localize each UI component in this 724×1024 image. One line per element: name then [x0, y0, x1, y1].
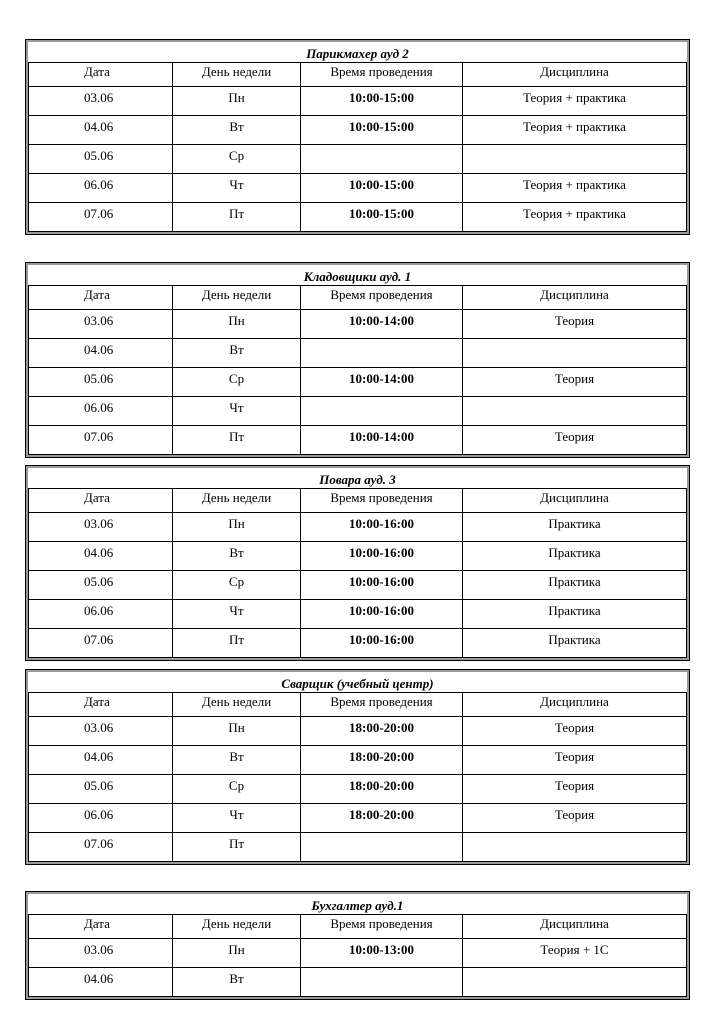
cell-discipline: Теория: [463, 426, 687, 455]
cell-day: Чт: [173, 397, 301, 426]
table-row: [29, 174, 687, 203]
header-discipline: Дисциплина: [463, 63, 687, 87]
table-row: [29, 513, 687, 542]
cell-date: 04.06: [29, 746, 173, 775]
cell-time: 10:00-15:00: [301, 203, 463, 232]
cell-time: 10:00-15:00: [301, 174, 463, 203]
cell-day: Пт: [173, 426, 301, 455]
cell-date: 07.06: [29, 203, 173, 232]
table-row: [29, 571, 687, 600]
header-time: Время проведения: [301, 489, 463, 513]
cell-discipline: Практика: [463, 542, 687, 571]
cell-date: 05.06: [29, 145, 173, 174]
header-date: Дата: [29, 693, 173, 717]
cell-day: Пн: [173, 87, 301, 116]
cell-date: 03.06: [29, 717, 173, 746]
cell-date: 04.06: [29, 542, 173, 571]
schedule-table: [28, 265, 687, 455]
cell-day: Вт: [173, 339, 301, 368]
cell-time: 10:00-16:00: [301, 629, 463, 658]
cell-day: Пн: [173, 717, 301, 746]
header-time: Время проведения: [301, 693, 463, 717]
cell-discipline: Практика: [463, 513, 687, 542]
cell-day: Чт: [173, 600, 301, 629]
cell-discipline: Теория: [463, 775, 687, 804]
cell-time: [301, 145, 463, 174]
header-date: Дата: [29, 489, 173, 513]
cell-day: Ср: [173, 145, 301, 174]
cell-discipline: Теория + 1С: [463, 939, 687, 968]
table-row: [29, 939, 687, 968]
cell-time: 10:00-13:00: [301, 939, 463, 968]
schedule-hairdresser: [25, 39, 690, 235]
cell-day: Вт: [173, 746, 301, 775]
cell-time: 10:00-15:00: [301, 87, 463, 116]
cell-date: 03.06: [29, 939, 173, 968]
table-row: [29, 717, 687, 746]
cell-time: [301, 833, 463, 862]
cell-time: [301, 968, 463, 997]
cell-day: Вт: [173, 116, 301, 145]
cell-date: 04.06: [29, 339, 173, 368]
cell-date: 06.06: [29, 397, 173, 426]
cell-day: Пт: [173, 629, 301, 658]
schedule-cooks: [25, 465, 690, 661]
header-day: День недели: [173, 286, 301, 310]
cell-discipline: Практика: [463, 571, 687, 600]
table-row: [29, 968, 687, 997]
table-row: [29, 203, 687, 232]
cell-date: 05.06: [29, 775, 173, 804]
cell-date: 04.06: [29, 968, 173, 997]
cell-date: 07.06: [29, 629, 173, 658]
cell-day: Вт: [173, 968, 301, 997]
cell-discipline: Теория + практика: [463, 87, 687, 116]
cell-time: 10:00-14:00: [301, 310, 463, 339]
schedule-accountant: [25, 891, 690, 1000]
schedule-welder: [25, 669, 690, 865]
cell-day: Чт: [173, 804, 301, 833]
header-discipline: Дисциплина: [463, 915, 687, 939]
cell-date: 06.06: [29, 174, 173, 203]
header-day: День недели: [173, 63, 301, 87]
table-row: [29, 804, 687, 833]
header-time: Время проведения: [301, 286, 463, 310]
cell-day: Пт: [173, 203, 301, 232]
cell-discipline: Теория: [463, 310, 687, 339]
cell-discipline: Теория + практика: [463, 203, 687, 232]
cell-discipline: Теория: [463, 804, 687, 833]
cell-day: Пн: [173, 310, 301, 339]
schedule-title: Кладовщики ауд. 1: [29, 265, 687, 286]
cell-time: 10:00-16:00: [301, 542, 463, 571]
header-day: День недели: [173, 693, 301, 717]
table-row: [29, 629, 687, 658]
cell-time: 18:00-20:00: [301, 775, 463, 804]
cell-date: 03.06: [29, 310, 173, 339]
schedule-title: Парикмахер ауд 2: [29, 42, 687, 63]
cell-time: [301, 339, 463, 368]
cell-date: 06.06: [29, 804, 173, 833]
table-row: [29, 833, 687, 862]
cell-date: 03.06: [29, 87, 173, 116]
cell-discipline: Теория: [463, 717, 687, 746]
cell-date: 05.06: [29, 571, 173, 600]
header-time: Время проведения: [301, 915, 463, 939]
cell-day: Ср: [173, 775, 301, 804]
header-day: День недели: [173, 489, 301, 513]
header-date: Дата: [29, 286, 173, 310]
cell-day: Ср: [173, 368, 301, 397]
table-row: [29, 746, 687, 775]
schedule-table: [28, 894, 687, 997]
schedule-table: [28, 42, 687, 232]
cell-time: 10:00-16:00: [301, 513, 463, 542]
table-row: [29, 600, 687, 629]
cell-time: 10:00-14:00: [301, 426, 463, 455]
header-day: День недели: [173, 915, 301, 939]
cell-discipline: Практика: [463, 600, 687, 629]
cell-time: [301, 397, 463, 426]
header-discipline: Дисциплина: [463, 693, 687, 717]
cell-discipline: Практика: [463, 629, 687, 658]
header-discipline: Дисциплина: [463, 286, 687, 310]
cell-date: 05.06: [29, 368, 173, 397]
schedule-title: Бухгалтер ауд.1: [29, 894, 687, 915]
cell-discipline: [463, 397, 687, 426]
schedule-table: [28, 672, 687, 862]
cell-discipline: [463, 833, 687, 862]
cell-date: 04.06: [29, 116, 173, 145]
cell-time: 18:00-20:00: [301, 804, 463, 833]
schedule-storekeepers: [25, 262, 690, 458]
table-row: [29, 397, 687, 426]
cell-discipline: [463, 339, 687, 368]
cell-discipline: Теория: [463, 368, 687, 397]
cell-time: 18:00-20:00: [301, 746, 463, 775]
cell-date: 06.06: [29, 600, 173, 629]
header-discipline: Дисциплина: [463, 489, 687, 513]
header-date: Дата: [29, 63, 173, 87]
table-row: [29, 116, 687, 145]
cell-discipline: [463, 145, 687, 174]
cell-time: 10:00-15:00: [301, 116, 463, 145]
table-row: [29, 368, 687, 397]
header-date: Дата: [29, 915, 173, 939]
cell-day: Пн: [173, 939, 301, 968]
cell-date: 07.06: [29, 426, 173, 455]
table-row: [29, 145, 687, 174]
cell-time: 10:00-16:00: [301, 600, 463, 629]
cell-date: 07.06: [29, 833, 173, 862]
cell-time: 10:00-14:00: [301, 368, 463, 397]
table-row: [29, 775, 687, 804]
cell-discipline: Теория + практика: [463, 174, 687, 203]
cell-day: Пн: [173, 513, 301, 542]
cell-discipline: Теория: [463, 746, 687, 775]
cell-time: 18:00-20:00: [301, 717, 463, 746]
schedule-title: Повара ауд. 3: [29, 468, 687, 489]
cell-discipline: Теория + практика: [463, 116, 687, 145]
cell-day: Вт: [173, 542, 301, 571]
table-row: [29, 426, 687, 455]
table-row: [29, 310, 687, 339]
cell-day: Чт: [173, 174, 301, 203]
table-row: [29, 542, 687, 571]
schedule-table: [28, 468, 687, 658]
cell-discipline: [463, 968, 687, 997]
cell-date: 03.06: [29, 513, 173, 542]
table-row: [29, 339, 687, 368]
header-time: Время проведения: [301, 63, 463, 87]
cell-day: Ср: [173, 571, 301, 600]
cell-day: Пт: [173, 833, 301, 862]
cell-time: 10:00-16:00: [301, 571, 463, 600]
schedule-title: Сварщик (учебный центр): [29, 672, 687, 693]
table-row: [29, 87, 687, 116]
